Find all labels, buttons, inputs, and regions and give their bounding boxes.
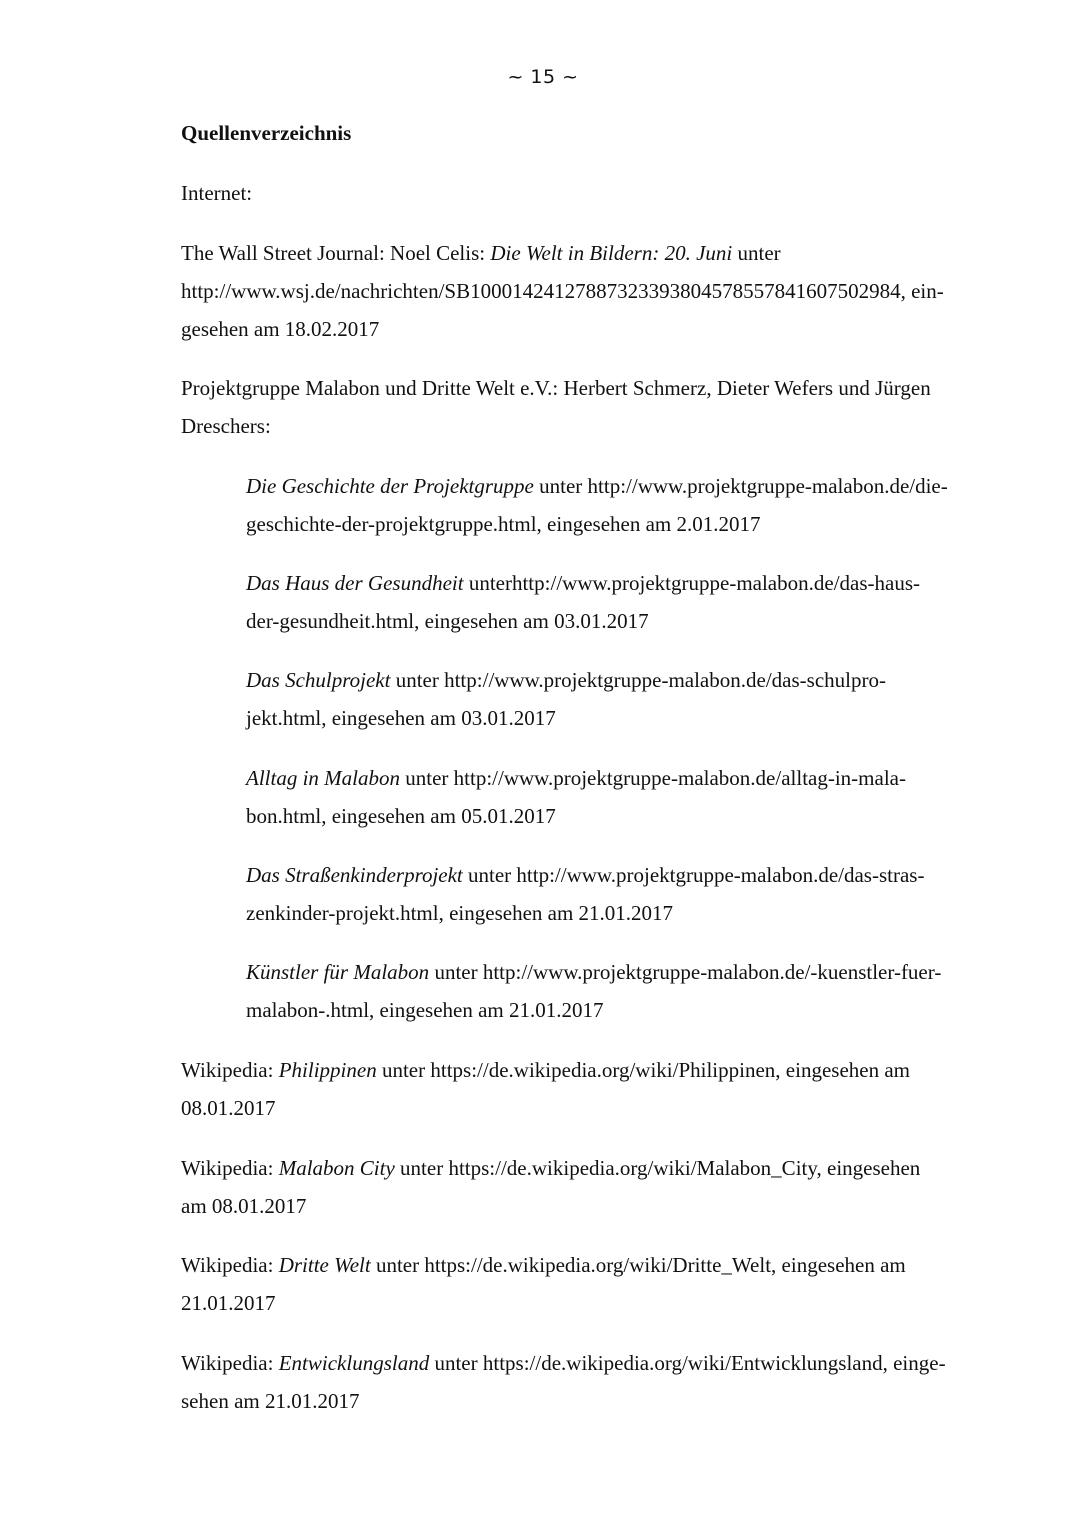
entry-line: geschichte-der-projektgruppe.html, eingesehen am 2.01.2017 <box>246 512 761 536</box>
source-title: Das Schulprojekt <box>246 668 391 692</box>
source-title: Künstler für Malabon <box>246 960 430 984</box>
entry-line: sehen am 21.01.2017 <box>181 1389 360 1413</box>
page-title: Quellenverzeichnis <box>181 121 352 145</box>
entry-line: Wikipedia: Malabon City unter https://de.wikipedia.org/wiki/Malabon_City, eingesehen <box>181 1156 921 1180</box>
source-title: Das Haus der Gesundheit <box>246 571 464 595</box>
entry-line: jekt.html, eingesehen am 03.01.2017 <box>246 706 556 730</box>
source-url: http://www.wsj.de/nachrichten/SB10001424127887323393804578557841607502984, ein- <box>181 279 944 303</box>
entry-line: bon.html, eingesehen am 05.01.2017 <box>246 804 556 828</box>
entry-line: Das Schulprojekt unter http://www.projektgruppe-malabon.de/das-schulpro- <box>246 668 886 692</box>
source-title: Die Geschichte der Projektgruppe <box>246 474 534 498</box>
entry-line: The Wall Street Journal: Noel Celis: Die Welt in Bildern: 20. Juni unter <box>181 241 781 265</box>
entry-line: gesehen am 18.02.2017 <box>181 317 380 341</box>
entry-line: malabon-.html, eingesehen am 21.01.2017 <box>246 998 604 1022</box>
entry-line: Alltag in Malabon unter http://www.projektgruppe-malabon.de/alltag-in-mala- <box>246 766 906 790</box>
entry-line: 08.01.2017 <box>181 1096 276 1120</box>
entry-line: Wikipedia: Entwicklungsland unter https://de.wikipedia.org/wiki/Entwicklungsland, einge- <box>181 1351 946 1375</box>
section-label: Internet: <box>181 181 253 205</box>
entry-line: Künstler für Malabon unter http://www.projektgruppe-malabon.de/-kuenstler-fuer- <box>246 960 942 984</box>
source-title: Dritte Welt <box>278 1253 371 1277</box>
source-title: Malabon City <box>278 1156 395 1180</box>
page-number: ~ 15 ~ <box>507 66 579 88</box>
entry-line: Dreschers: <box>181 414 271 438</box>
entry-line: Das Straßenkinderprojekt unter http://www.projektgruppe-malabon.de/das-stras- <box>246 863 925 887</box>
entry-line: Projektgruppe Malabon und Dritte Welt e.V.: Herbert Schmerz, Dieter Wefers und Jürgen <box>181 376 931 400</box>
source-title: Philippinen <box>278 1058 377 1082</box>
source-title: Entwicklungsland <box>278 1351 430 1375</box>
entry-line: Die Geschichte der Projektgruppe unter http://www.projektgruppe-malabon.de/die- <box>246 474 948 498</box>
entry-line <box>181 278 944 304</box>
entry-line: zenkinder-projekt.html, eingesehen am 21.01.2017 <box>246 901 674 925</box>
entry-line: am 08.01.2017 <box>181 1194 307 1218</box>
source-title: Alltag in Malabon <box>246 766 400 790</box>
entry-line: der-gesundheit.html, eingesehen am 03.01.2017 <box>246 609 649 633</box>
entry-line: Das Haus der Gesundheit unterhttp://www.projektgruppe-malabon.de/das-haus- <box>246 571 921 595</box>
entry-line: 21.01.2017 <box>181 1291 276 1315</box>
entry-line: Wikipedia: Dritte Welt unter https://de.wikipedia.org/wiki/Dritte_Welt, eingesehen am <box>181 1253 906 1277</box>
source-title: Das Straßenkinderprojekt <box>246 863 463 887</box>
entry-line: Wikipedia: Philippinen unter https://de.wikipedia.org/wiki/Philippinen, eingesehen am <box>181 1058 910 1082</box>
source-title: Die Welt in Bildern: 20. Juni <box>490 241 733 265</box>
